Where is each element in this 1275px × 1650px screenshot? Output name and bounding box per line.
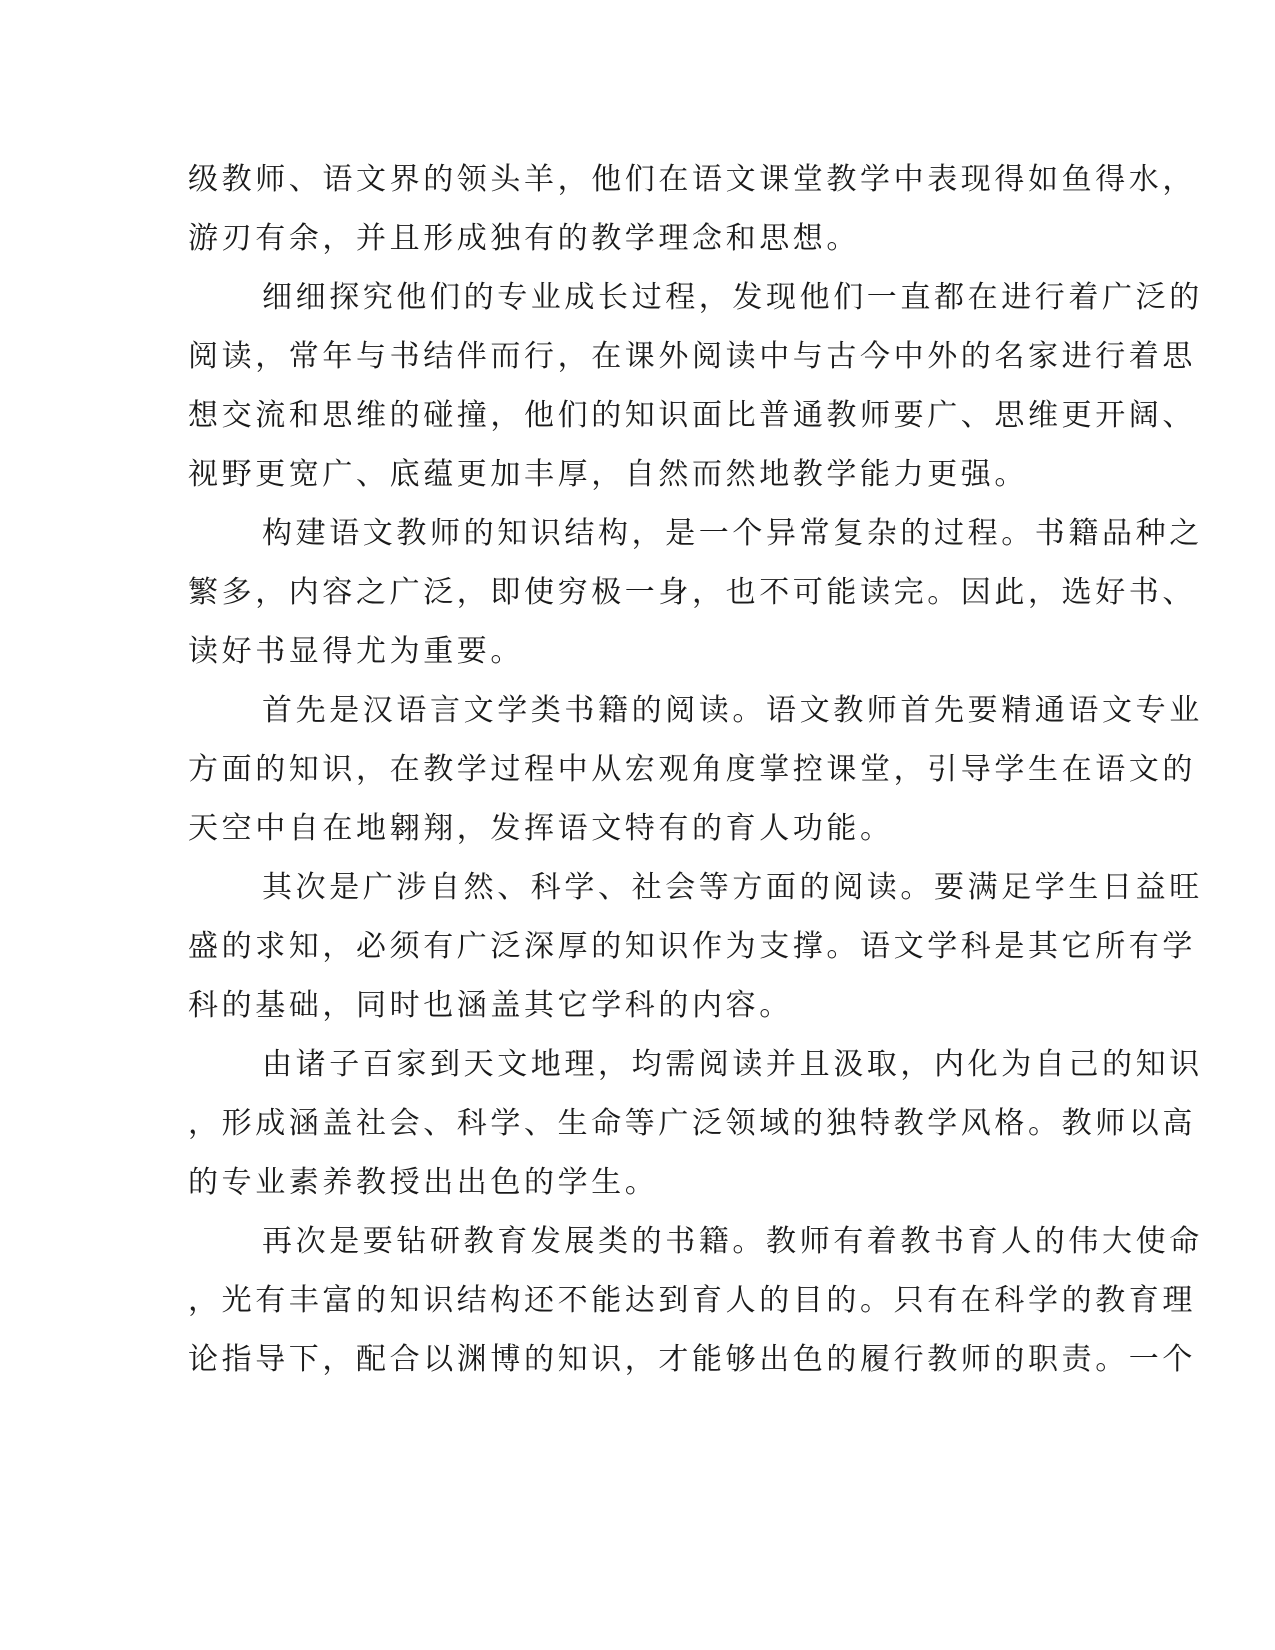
text-line: 视野更宽广、底蕴更加丰厚，自然而然地教学能力更强。 <box>188 457 1028 492</box>
text-line: 科的基础，同时也涵盖其它学科的内容。 <box>188 988 793 1023</box>
text-line: 盛的求知，必须有广泛深厚的知识作为支撑。语文学科是其它所有学 <box>188 929 1196 964</box>
paragraph-first-line: 由诸子百家到天文地理，均需阅读并且汲取，内化为自己的知识 <box>262 1047 1203 1082</box>
text-line: 天空中自在地翱翔，发挥语文特有的育人功能。 <box>188 811 894 846</box>
text-line: 读好书显得尤为重要。 <box>188 634 524 669</box>
text-line: 阅读，常年与书结伴而行，在课外阅读中与古今中外的名家进行着思 <box>188 339 1196 374</box>
paragraph-first-line: 再次是要钻研教育发展类的书籍。教师有着教书育人的伟大使命 <box>262 1224 1203 1259</box>
paragraph-first-line: 细细探究他们的专业成长过程，发现他们一直都在进行着广泛的 <box>262 280 1203 315</box>
text-line: ，光有丰富的知识结构还不能达到育人的目的。只有在科学的教育理 <box>188 1283 1196 1318</box>
text-line: 想交流和思维的碰撞，他们的知识面比普通教师要广、思维更开阔、 <box>188 398 1196 433</box>
text-line: ，形成涵盖社会、科学、生命等广泛领域的独特教学风格。教师以高 <box>188 1106 1196 1141</box>
paragraph-first-line: 构建语文教师的知识结构，是一个异常复杂的过程。书籍品种之 <box>262 516 1203 551</box>
text-line: 方面的知识，在教学过程中从宏观角度掌控课堂，引导学生在语文的 <box>188 752 1196 787</box>
text-line: 的专业素养教授出出色的学生。 <box>188 1165 659 1200</box>
text-line: 论指导下，配合以渊博的知识，才能够出色的履行教师的职责。一个 <box>188 1342 1196 1377</box>
paragraph-first-line: 首先是汉语言文学类书籍的阅读。语文教师首先要精通语文专业 <box>262 693 1203 728</box>
text-line: 繁多，内容之广泛，即使穷极一身，也不可能读完。因此，选好书、 <box>188 575 1196 610</box>
text-line: 级教师、语文界的领头羊，他们在语文课堂教学中表现得如鱼得水， <box>188 162 1196 197</box>
paragraph-first-line: 其次是广涉自然、科学、社会等方面的阅读。要满足学生日益旺 <box>262 870 1203 905</box>
text-line: 游刃有余，并且形成独有的教学理念和思想。 <box>188 221 860 256</box>
